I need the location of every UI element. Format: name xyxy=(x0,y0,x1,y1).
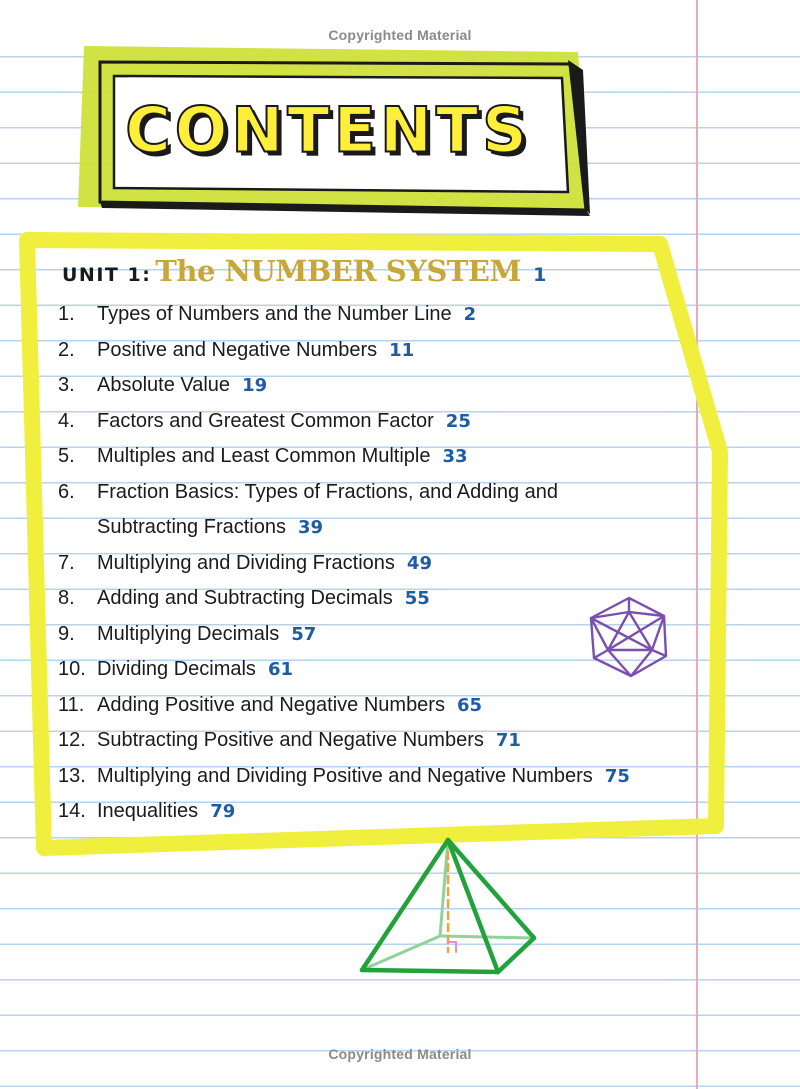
toc-item-number: 14. xyxy=(58,800,86,822)
toc-item-title: Absolute Value xyxy=(97,374,231,396)
toc-item-title: Adding and Subtracting Decimals xyxy=(97,587,393,609)
toc-item-page-number[interactable]: 65 xyxy=(456,694,483,716)
toc-item-title: Multiples and Least Common Multiple xyxy=(97,445,431,467)
toc-list xyxy=(58,297,698,830)
toc-item-page-number[interactable]: 39 xyxy=(297,517,324,538)
toc-item[interactable] xyxy=(58,794,698,830)
toc-item-page-number[interactable]: 25 xyxy=(445,410,471,432)
toc-item-number: 4. xyxy=(58,409,75,432)
page-title: CONTENTS xyxy=(125,93,531,167)
icosahedron-icon xyxy=(586,594,672,680)
toc-item[interactable] xyxy=(58,297,698,333)
toc-item-number: 5. xyxy=(58,445,75,467)
toc-item-page-number[interactable]: 2 xyxy=(463,304,477,325)
unit-page-number[interactable]: 1 xyxy=(533,264,547,286)
toc-item-page-number[interactable]: 49 xyxy=(406,552,432,574)
toc-item-title: Inequalities xyxy=(97,800,199,822)
toc-item-number: 1. xyxy=(58,303,75,325)
toc-item-title: Multiplying and Dividing Fractions xyxy=(97,551,395,574)
toc-item-page-number[interactable]: 33 xyxy=(442,446,468,467)
watermark-top: Copyrighted Material xyxy=(328,27,472,43)
toc-item-number: 8. xyxy=(58,587,75,609)
toc-item[interactable] xyxy=(58,475,698,546)
toc-item-title: Multiplying Decimals xyxy=(97,622,280,645)
toc-item-page-number[interactable]: 71 xyxy=(495,730,521,751)
toc-item-page-number[interactable]: 11 xyxy=(389,339,415,361)
toc-item-number: 2. xyxy=(58,338,75,361)
toc-item-title: Subtracting Fractions xyxy=(97,516,286,538)
toc-item-number: 6. xyxy=(58,480,75,503)
toc-item[interactable] xyxy=(58,759,698,795)
toc-item-title: Adding Positive and Negative Numbers xyxy=(97,693,445,716)
toc-item-number: 3. xyxy=(58,374,75,396)
toc-item[interactable] xyxy=(58,368,698,404)
toc-item[interactable] xyxy=(58,688,698,724)
toc-item-page-number[interactable]: 57 xyxy=(291,623,317,645)
unit-heading xyxy=(62,254,546,294)
toc-item-number: 9. xyxy=(58,622,75,645)
toc-item-title: Types of Numbers and the Number Line xyxy=(97,303,452,325)
unit-label: UNIT 1: xyxy=(62,264,152,286)
toc-item-title: Positive and Negative Numbers xyxy=(97,338,378,361)
toc-item[interactable] xyxy=(58,333,698,369)
toc-item-page-number[interactable]: 19 xyxy=(242,375,268,396)
toc-item-title: Fraction Basics: Types of Fractions, and Adding and xyxy=(97,480,558,503)
toc-item[interactable] xyxy=(58,723,698,759)
toc-item-number: 10. xyxy=(58,658,86,680)
toc-item[interactable] xyxy=(58,404,698,440)
toc-item-title: Dividing Decimals xyxy=(97,658,256,680)
toc-item-title: Multiplying and Dividing Positive and Negative Numbers xyxy=(97,764,593,787)
toc-item-number: 11. xyxy=(58,693,85,716)
unit-title: The NUMBER SYSTEM xyxy=(155,254,522,288)
toc-item-page-number[interactable]: 75 xyxy=(604,765,630,787)
toc-item[interactable] xyxy=(58,439,698,475)
toc-item[interactable] xyxy=(58,546,698,582)
toc-item-page-number[interactable]: 79 xyxy=(210,801,236,822)
toc-item-page-number[interactable]: 55 xyxy=(404,588,430,609)
toc-item-number: 13. xyxy=(58,764,86,787)
toc-item-number: 7. xyxy=(58,551,75,574)
pyramid-icon xyxy=(354,832,540,978)
toc-item-title: Subtracting Positive and Negative Numbers xyxy=(97,729,484,751)
toc-item-title: Factors and Greatest Common Factor xyxy=(97,409,434,432)
toc-item-number: 12. xyxy=(58,729,86,751)
watermark-bottom: Copyrighted Material xyxy=(328,1046,472,1062)
toc-item-page-number[interactable]: 61 xyxy=(267,659,293,680)
